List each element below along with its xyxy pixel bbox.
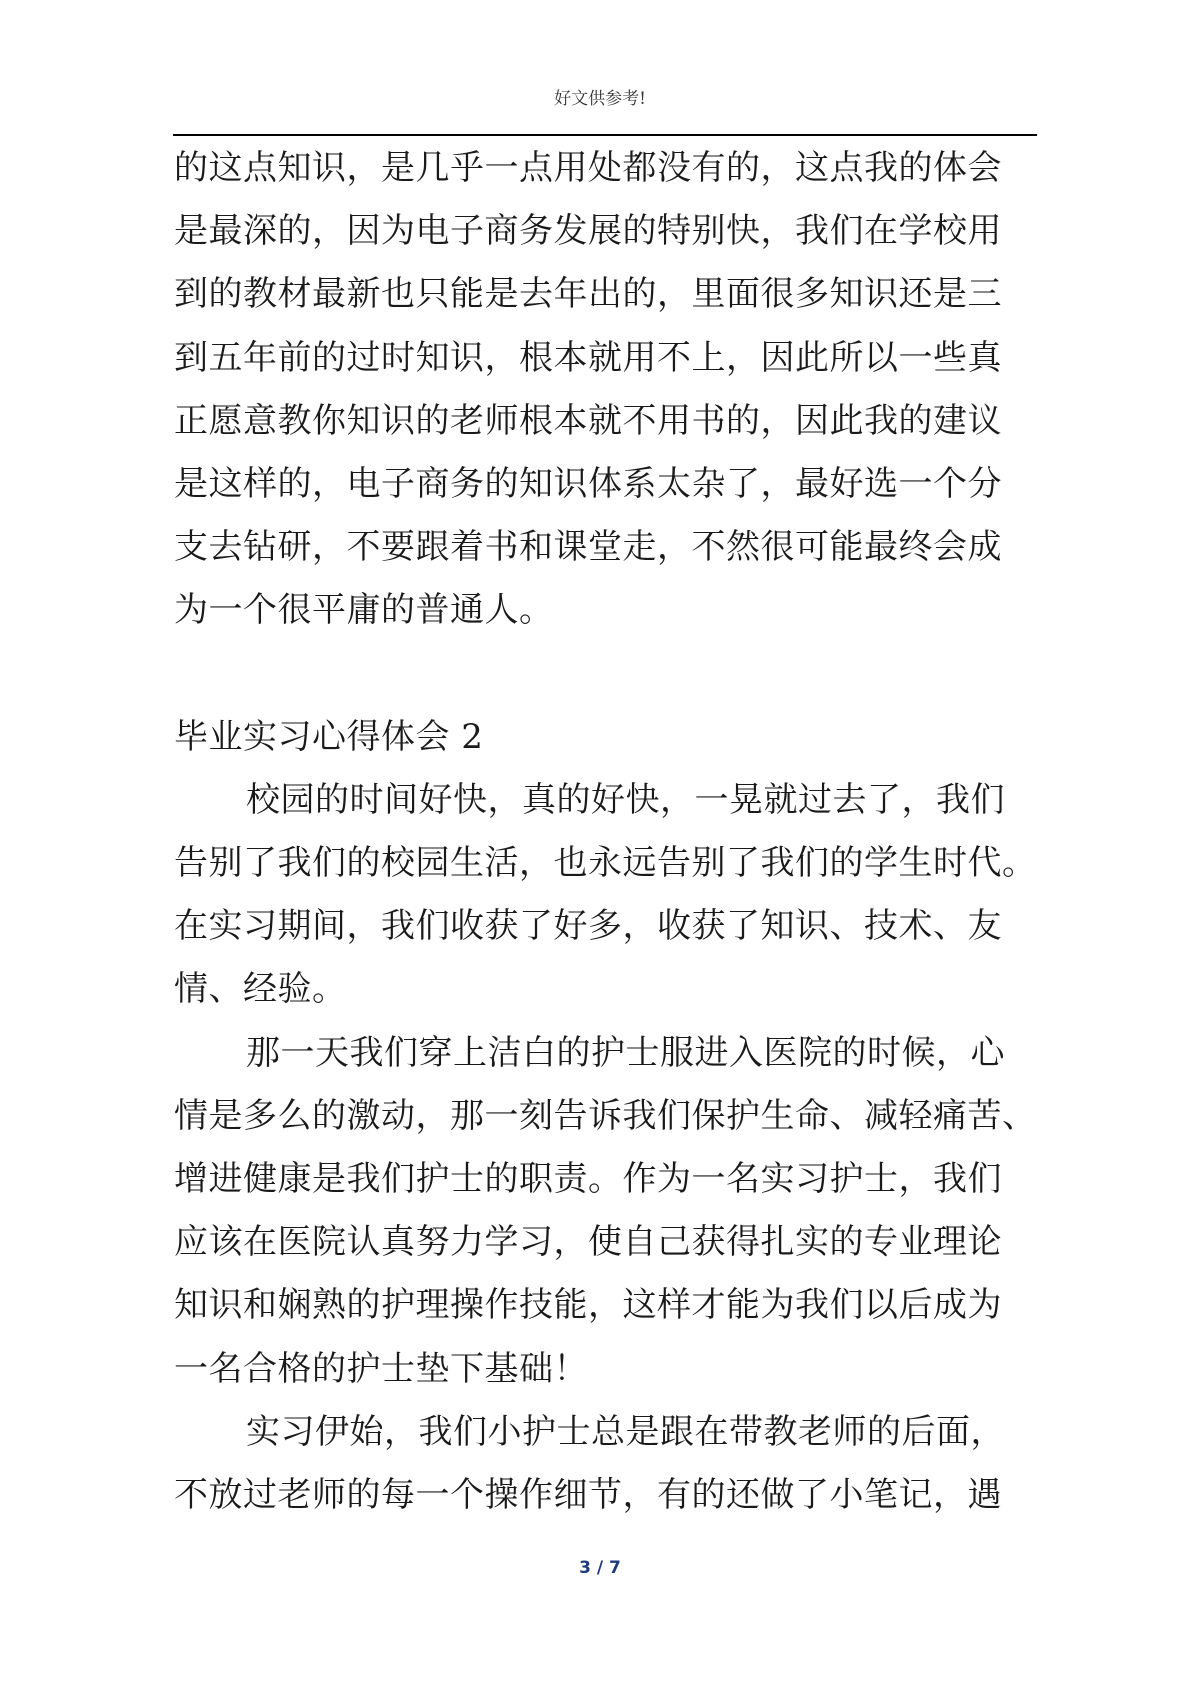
header-divider bbox=[173, 134, 1037, 136]
text-line: 情、经验。 bbox=[174, 969, 347, 1010]
text-line: 一名合格的护士垫下基础！ bbox=[174, 1348, 588, 1389]
text-line: 告别了我们的校园生活，也永远告别了我们的学生时代。 bbox=[174, 843, 1037, 884]
text-line: 的这点知识，是几乎一点用处都没有的，这点我的体会 bbox=[174, 148, 1002, 188]
text-line: 应该在医院认真努力学习，使自己获得扎实的专业理论 bbox=[174, 1222, 1002, 1263]
text-line: 不放过老师的每一个操作细节，有的还做了小笔记，遇 bbox=[174, 1474, 1002, 1515]
page-number: 3 / 7 bbox=[579, 1558, 621, 1578]
text-line: 情是多么的激动，那一刻告诉我们保护生命、减轻痛苦、 bbox=[174, 1095, 1037, 1136]
text-line: 知识和娴熟的护理操作技能，这样才能为我们以后成为 bbox=[174, 1285, 1002, 1326]
blank-line bbox=[174, 643, 1054, 706]
paragraph-2 bbox=[174, 769, 1054, 1022]
text-line: 是这样的，电子商务的知识体系太杂了，最好选一个分 bbox=[174, 463, 1002, 504]
section-title: 毕业实习心得体会 2 bbox=[174, 716, 484, 757]
text-line: 正愿意教你知识的老师根本就不用书的，因此我的建议 bbox=[174, 400, 1002, 441]
document-body bbox=[174, 137, 1054, 1527]
paragraph-3 bbox=[174, 1022, 1054, 1401]
text-line: 在实习期间，我们收获了好多，收获了知识、技术、友 bbox=[174, 906, 1002, 947]
text-line: 校园的时间好快，真的好快，一晃就过去了，我们 bbox=[246, 779, 1005, 820]
page-header: 好文供参考! bbox=[554, 89, 646, 109]
text-line: 到的教材最新也只能是去年出的，里面很多知识还是三 bbox=[174, 274, 1002, 315]
text-line: 是最深的，因为电子商务发展的特别快，我们在学校用 bbox=[174, 211, 1002, 252]
text-line: 那一天我们穿上洁白的护士服进入医院的时候，心 bbox=[246, 1032, 1005, 1073]
text-line: 实习伊始，我们小护士总是跟在带教老师的后面， bbox=[246, 1411, 1005, 1452]
paragraph-4 bbox=[174, 1401, 1054, 1527]
text-line: 增进健康是我们护士的职责。作为一名实习护士，我们 bbox=[174, 1159, 1002, 1199]
text-line: 到五年前的过时知识，根本就用不上，因此所以一些真 bbox=[174, 337, 1002, 378]
paragraph-1 bbox=[174, 137, 1054, 643]
text-line: 为一个很平庸的普通人。 bbox=[174, 590, 554, 631]
text-line: 支去钻研，不要跟着书和课堂走，不然很可能最终会成 bbox=[174, 527, 1002, 568]
